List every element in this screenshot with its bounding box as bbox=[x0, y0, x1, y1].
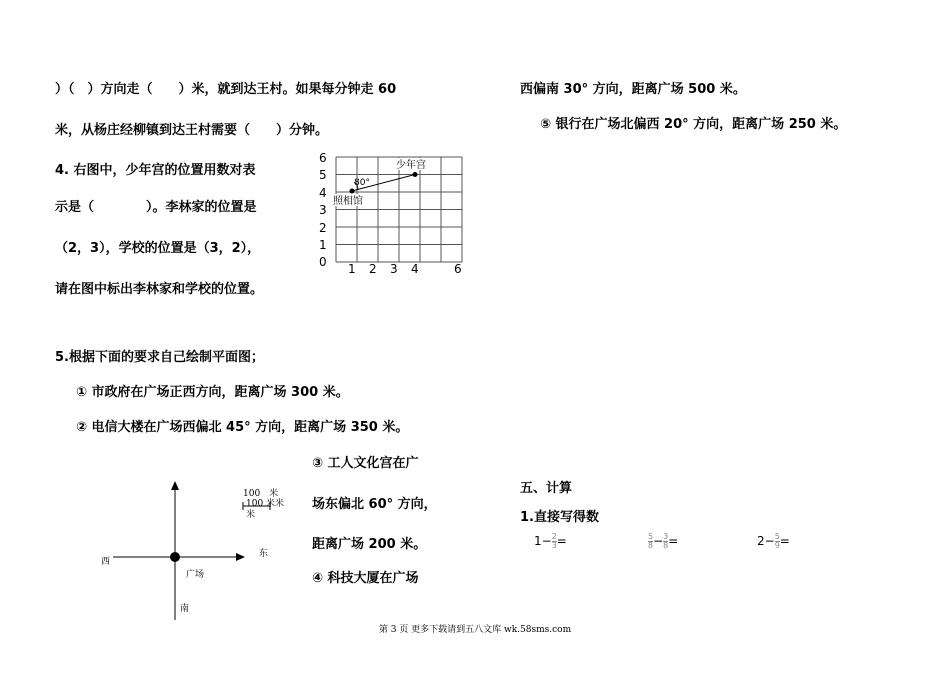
calc-2-equals: = bbox=[668, 534, 679, 548]
scale-label-2: 100 米米 bbox=[246, 499, 285, 509]
right-item-5: ⑤ 银行在广场北偏西 20° 方向，距离广场 250 米。 bbox=[540, 117, 847, 132]
north-arrow-icon bbox=[171, 481, 179, 490]
y-label-6: 6 bbox=[319, 151, 327, 165]
calc-3 bbox=[757, 533, 790, 550]
x-label-4: 4 bbox=[411, 262, 419, 275]
calc-2-num-b: 3 bbox=[663, 532, 669, 541]
x-label-1: 1 bbox=[348, 262, 356, 275]
x-label-6: 6 bbox=[454, 262, 462, 275]
q5-item-3c: 距离广场 200 米。 bbox=[312, 537, 427, 552]
calc-3-equals: = bbox=[779, 534, 790, 548]
q4-line-3: （2，3），学校的位置是（3，2）， bbox=[55, 241, 261, 256]
grid-lines bbox=[336, 157, 462, 262]
y-label-0: 0 bbox=[319, 255, 327, 269]
calc-2-den-a: 8 bbox=[648, 541, 654, 550]
calc-3-prefix: 2− bbox=[757, 534, 775, 548]
grid-x-labels bbox=[348, 262, 462, 275]
scale-label-3: 米 bbox=[246, 510, 256, 520]
text-line-1: ）（ ）方向走（ ）米，就到达王村。如果每分钟走 60 bbox=[55, 82, 397, 97]
label-plaza: 广场 bbox=[186, 570, 205, 580]
x-label-2: 2 bbox=[369, 262, 377, 275]
label-east: 东 bbox=[259, 549, 269, 559]
y-label-4: 4 bbox=[319, 186, 327, 200]
calc-1-prefix: 1− bbox=[534, 534, 552, 548]
calc-2-den-b: 8 bbox=[663, 541, 669, 550]
right-line-1: 西偏南 30° 方向，距离广场 500 米。 bbox=[520, 82, 746, 97]
y-label-5: 5 bbox=[319, 168, 327, 182]
q4-line-2: 示是（ ）。李林家的位置是 bbox=[55, 200, 257, 215]
q5-item-1: ① 市政府在广场正西方向，距离广场 300 米。 bbox=[76, 385, 349, 400]
q5-item-2: ② 电信大楼在广场西偏北 45° 方向，距离广场 350 米。 bbox=[76, 420, 409, 435]
grid-y-labels bbox=[319, 151, 327, 269]
label-south: 南 bbox=[180, 604, 190, 614]
q5-title: 5.根据下面的要求自己绘制平面图； bbox=[55, 350, 264, 365]
calc-1-equals: = bbox=[556, 534, 567, 548]
y-label-1: 1 bbox=[319, 238, 327, 252]
text-line-2: 米，从杨庄经柳镇到达王村需要（ ）分钟。 bbox=[55, 123, 329, 138]
calc-3-den: 9 bbox=[774, 541, 780, 550]
calc-2 bbox=[648, 533, 678, 550]
label-shaonian: 少年宫 bbox=[396, 160, 426, 171]
calc-1 bbox=[534, 533, 567, 550]
label-west: 西 bbox=[101, 557, 111, 567]
coordinate-grid bbox=[314, 150, 474, 275]
label-angle: 80° bbox=[354, 178, 370, 188]
subsection-1-title: 1.直接写得数 bbox=[520, 510, 599, 525]
calc-2-num-a: 5 bbox=[648, 532, 654, 541]
q5-item-4: ④ 科技大厦在广场 bbox=[312, 571, 419, 586]
plaza-point bbox=[170, 552, 180, 562]
calc-1-den: 3 bbox=[551, 541, 557, 550]
y-label-2: 2 bbox=[319, 221, 327, 235]
calc-1-num: 2 bbox=[551, 532, 557, 541]
y-label-3: 3 bbox=[319, 203, 327, 217]
point-zhaoxiang bbox=[350, 189, 355, 194]
label-zhaoxiang: 照相馆 bbox=[333, 196, 363, 207]
q5-item-3b: 场东偏北 60° 方向， bbox=[312, 497, 437, 512]
q4-line-1: 4. 右图中，少年宫的位置用数对表 bbox=[55, 163, 256, 178]
section-5-title: 五、计算 bbox=[520, 481, 573, 496]
point-shaonian bbox=[413, 172, 418, 177]
east-arrow-icon bbox=[236, 553, 245, 561]
calc-2-operator: − bbox=[653, 534, 664, 548]
calc-3-num: 5 bbox=[774, 532, 780, 541]
page-footer: 第 3 页 更多下载请到五八文库 wk.58sms.com bbox=[378, 625, 572, 635]
scale-label-1: 100 米 bbox=[243, 489, 279, 499]
q5-item-3a: ③ 工人文化宫在广 bbox=[312, 456, 419, 471]
x-label-3: 3 bbox=[390, 262, 398, 275]
q4-line-4: 请在图中标出李林家和学校的位置。 bbox=[55, 282, 264, 297]
